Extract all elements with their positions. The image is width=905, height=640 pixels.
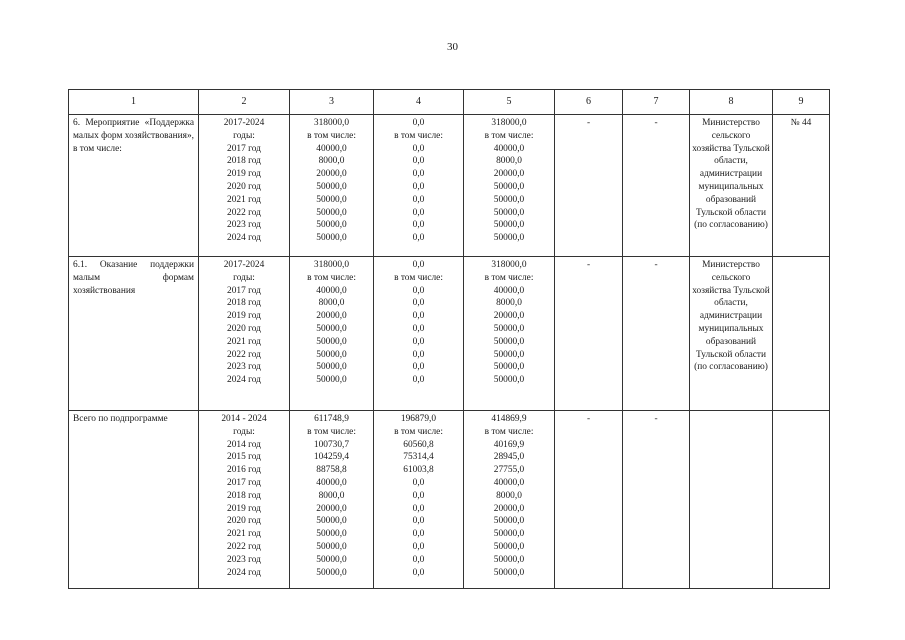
col2-line: 2018 год <box>227 298 261 309</box>
col4-line: 60560,8 <box>403 439 434 450</box>
table-row <box>69 115 830 257</box>
col5-line: 40000,0 <box>493 477 525 488</box>
header-row <box>69 90 830 115</box>
header-cell: 4 <box>374 90 464 115</box>
col2-line: 2018 год <box>227 490 261 501</box>
col3-cell <box>290 115 374 257</box>
col3-line: 20000,0 <box>316 169 347 180</box>
col5-line: в том числе: <box>484 130 534 141</box>
col4-line: 0,0 <box>412 477 425 488</box>
col4-line: 0,0 <box>412 156 425 167</box>
col4-line: 0,0 <box>412 181 425 192</box>
col4-line: 0,0 <box>412 143 425 154</box>
col3-line: 88758,8 <box>316 465 347 476</box>
executor-cell: Министерство сельского хозяйства Тульской области, администрации муниципальных образований Тульской области (по согласованию) <box>690 115 773 257</box>
col7-cell: - <box>623 411 690 589</box>
col5-line: 40000,0 <box>493 143 525 154</box>
col5-line: в том числе: <box>484 426 534 437</box>
col5-line: 50000,0 <box>493 181 525 192</box>
col3-line: 611748,9 <box>314 414 349 424</box>
col5-line: 318000,0 <box>491 118 527 128</box>
col4-line: 0,0 <box>412 516 425 527</box>
col5-line: 8000,0 <box>496 298 522 309</box>
col2-cell <box>199 257 290 411</box>
col5-line: 50000,0 <box>493 362 525 373</box>
executor-cell: Министерство сельского хозяйства Тульской области, администрации муниципальных образований Тульской области (по согласованию) <box>690 257 773 411</box>
col3-cell <box>290 257 374 411</box>
col2-line: 2021 год <box>227 336 261 347</box>
col3-line: 100730,7 <box>313 439 350 450</box>
col3-line: 50000,0 <box>316 516 347 527</box>
col5-line: 50000,0 <box>493 233 525 244</box>
col5-line: 50000,0 <box>493 220 525 231</box>
col4-line: 0,0 <box>412 503 425 514</box>
col5-line: 318000,0 <box>491 260 527 270</box>
col4-line: 61003,8 <box>403 465 434 476</box>
col2-line: 2017-2024 <box>223 118 265 128</box>
col2-line: 2020 год <box>227 181 261 192</box>
col3-line: 20000,0 <box>316 311 347 322</box>
col3-line: 318000,0 <box>313 118 350 128</box>
col3-line: в том числе: <box>307 272 356 283</box>
col3-line: 40000,0 <box>316 285 347 296</box>
col2-line: 2021 год <box>227 194 261 205</box>
col3-line: 50000,0 <box>316 336 347 347</box>
col2-line: годы: <box>233 130 255 141</box>
col3-line: 318000,0 <box>313 260 350 270</box>
col4-cell <box>374 115 464 257</box>
col5-line: 28945,0 <box>493 452 525 463</box>
col5-cell <box>464 257 555 411</box>
col4-line: 0,0 <box>412 362 425 373</box>
col3-line: 50000,0 <box>316 529 347 540</box>
col3-line: 50000,0 <box>316 233 347 244</box>
col4-line: 0,0 <box>412 220 425 231</box>
col2-line: 2018 год <box>227 156 261 167</box>
col5-line: 50000,0 <box>493 375 525 386</box>
col4-line: 0,0 <box>412 490 425 501</box>
col5-line: 8000,0 <box>496 490 522 501</box>
col6-cell: - <box>555 257 623 411</box>
col4-line: 0,0 <box>412 375 425 386</box>
col2-line: 2014 - 2024 <box>221 414 267 424</box>
col3-line: 50000,0 <box>316 567 347 578</box>
col2-line: 2022 год <box>227 349 261 360</box>
col4-line: 75314,4 <box>403 452 434 463</box>
col5-line: 8000,0 <box>496 156 522 167</box>
header-cell: 7 <box>623 90 690 115</box>
col4-line: 0,0 <box>412 567 425 578</box>
col5-line: 50000,0 <box>493 207 525 218</box>
col5-line: 50000,0 <box>493 336 525 347</box>
col2-line: 2014 год <box>227 439 261 450</box>
col5-line: 20000,0 <box>493 503 525 514</box>
col3-line: 50000,0 <box>316 194 347 205</box>
col2-line: годы: <box>233 426 255 437</box>
activity-name-cell: 6.1. Оказание поддержки малым формам хозяйствования <box>69 257 199 411</box>
col5-line: 40000,0 <box>493 285 525 296</box>
col4-line: 0,0 <box>412 298 425 309</box>
col3-line: 8000,0 <box>318 156 345 167</box>
col2-cell <box>199 115 290 257</box>
col5-line: 20000,0 <box>493 311 525 322</box>
col4-line: 0,0 <box>412 207 425 218</box>
col4-line: в том числе: <box>394 426 443 437</box>
col2-line: 2024 год <box>227 567 261 578</box>
col7-cell: - <box>623 115 690 257</box>
col4-line: в том числе: <box>394 272 443 283</box>
col4-cell <box>374 411 464 589</box>
col4-line: 0,0 <box>412 311 425 322</box>
col3-line: в том числе: <box>307 130 356 141</box>
ref-cell <box>773 411 830 589</box>
col3-line: 40000,0 <box>316 143 347 154</box>
col3-line: 40000,0 <box>316 477 347 488</box>
col5-line: 27755,0 <box>493 465 525 476</box>
col4-line: в том числе: <box>394 130 443 141</box>
col4-line: 0,0 <box>412 554 425 565</box>
col5-line: 50000,0 <box>493 554 525 565</box>
header-cell: 8 <box>690 90 773 115</box>
header-cell: 5 <box>464 90 555 115</box>
header-cell: 2 <box>199 90 290 115</box>
col2-line: 2023 год <box>227 220 261 231</box>
col3-line: 50000,0 <box>316 375 347 386</box>
ref-cell <box>773 257 830 411</box>
col2-line: 2020 год <box>227 323 261 334</box>
col7-cell: - <box>623 257 690 411</box>
col5-line: 50000,0 <box>493 194 525 205</box>
col5-line: 40169,9 <box>493 439 525 450</box>
col3-line: 50000,0 <box>316 554 347 565</box>
col4-line: 0,0 <box>412 336 425 347</box>
col5-cell <box>464 115 555 257</box>
header-cell: 9 <box>773 90 830 115</box>
col5-line: 50000,0 <box>493 529 525 540</box>
col2-cell <box>199 411 290 589</box>
col2-line: годы: <box>233 272 255 283</box>
header-cell: 1 <box>69 90 199 115</box>
col2-line: 2023 год <box>227 554 261 565</box>
col3-cell <box>290 411 374 589</box>
col2-line: 2017 год <box>227 143 261 154</box>
col2-line: 2017 год <box>227 285 261 296</box>
executor-cell <box>690 411 773 589</box>
col2-line: 2023 год <box>227 362 261 373</box>
col4-line: 0,0 <box>412 285 425 296</box>
col2-line: 2019 год <box>227 311 261 322</box>
col6-cell: - <box>555 115 623 257</box>
table-row <box>69 411 830 589</box>
col3-line: 104259,4 <box>313 452 350 463</box>
col2-line: 2015 год <box>227 452 261 463</box>
col5-line: 50000,0 <box>493 516 525 527</box>
col2-line: 2024 год <box>227 375 261 386</box>
col2-line: 2016 год <box>227 465 261 476</box>
col4-line: 0,0 <box>412 118 425 128</box>
budget-table <box>68 89 830 589</box>
col5-line: 50000,0 <box>493 323 525 334</box>
col5-line: 414869,9 <box>491 414 527 424</box>
col4-line: 0,0 <box>412 233 425 244</box>
col5-line: 50000,0 <box>493 349 525 360</box>
col2-line: 2019 год <box>227 503 261 514</box>
col4-line: 0,0 <box>412 349 425 360</box>
col5-line: в том числе: <box>484 272 534 283</box>
col5-line: 50000,0 <box>493 567 525 578</box>
col3-line: 50000,0 <box>316 349 347 360</box>
col2-line: 2024 год <box>227 233 261 244</box>
activity-name-cell: 6. Мероприятие «Поддержка малых форм хозяйствования», в том числе: <box>69 115 199 257</box>
col4-line: 0,0 <box>412 323 425 334</box>
col4-line: 0,0 <box>412 529 425 540</box>
col3-line: 50000,0 <box>316 323 347 334</box>
col3-line: 20000,0 <box>316 503 347 514</box>
col2-line: 2022 год <box>227 541 261 552</box>
col3-line: в том числе: <box>307 426 356 437</box>
col3-line: 8000,0 <box>318 490 345 501</box>
col3-line: 50000,0 <box>316 220 347 231</box>
col4-line: 0,0 <box>412 260 425 270</box>
col6-cell: - <box>555 411 623 589</box>
col4-line: 0,0 <box>412 194 425 205</box>
col4-line: 0,0 <box>412 169 425 180</box>
col5-line: 20000,0 <box>493 169 525 180</box>
ref-cell: № 44 <box>773 115 830 257</box>
table-row <box>69 257 830 411</box>
col4-line: 196879,0 <box>400 414 437 424</box>
col2-line: 2021 год <box>227 529 261 540</box>
activity-name-cell: Всего по подпрограмме <box>69 411 199 589</box>
col4-line: 0,0 <box>412 541 425 552</box>
header-cell: 6 <box>555 90 623 115</box>
col3-line: 50000,0 <box>316 541 347 552</box>
col5-cell <box>464 411 555 589</box>
col2-line: 2019 год <box>227 169 261 180</box>
col3-line: 50000,0 <box>316 181 347 192</box>
col2-line: 2020 год <box>227 516 261 527</box>
col3-line: 50000,0 <box>316 207 347 218</box>
col5-line: 50000,0 <box>493 541 525 552</box>
col4-cell <box>374 257 464 411</box>
col2-line: 2017-2024 <box>223 260 265 270</box>
col2-line: 2017 год <box>227 477 261 488</box>
page-number: 30 <box>447 41 458 53</box>
col3-line: 50000,0 <box>316 362 347 373</box>
col2-line: 2022 год <box>227 207 261 218</box>
col3-line: 8000,0 <box>318 298 345 309</box>
header-cell: 3 <box>290 90 374 115</box>
